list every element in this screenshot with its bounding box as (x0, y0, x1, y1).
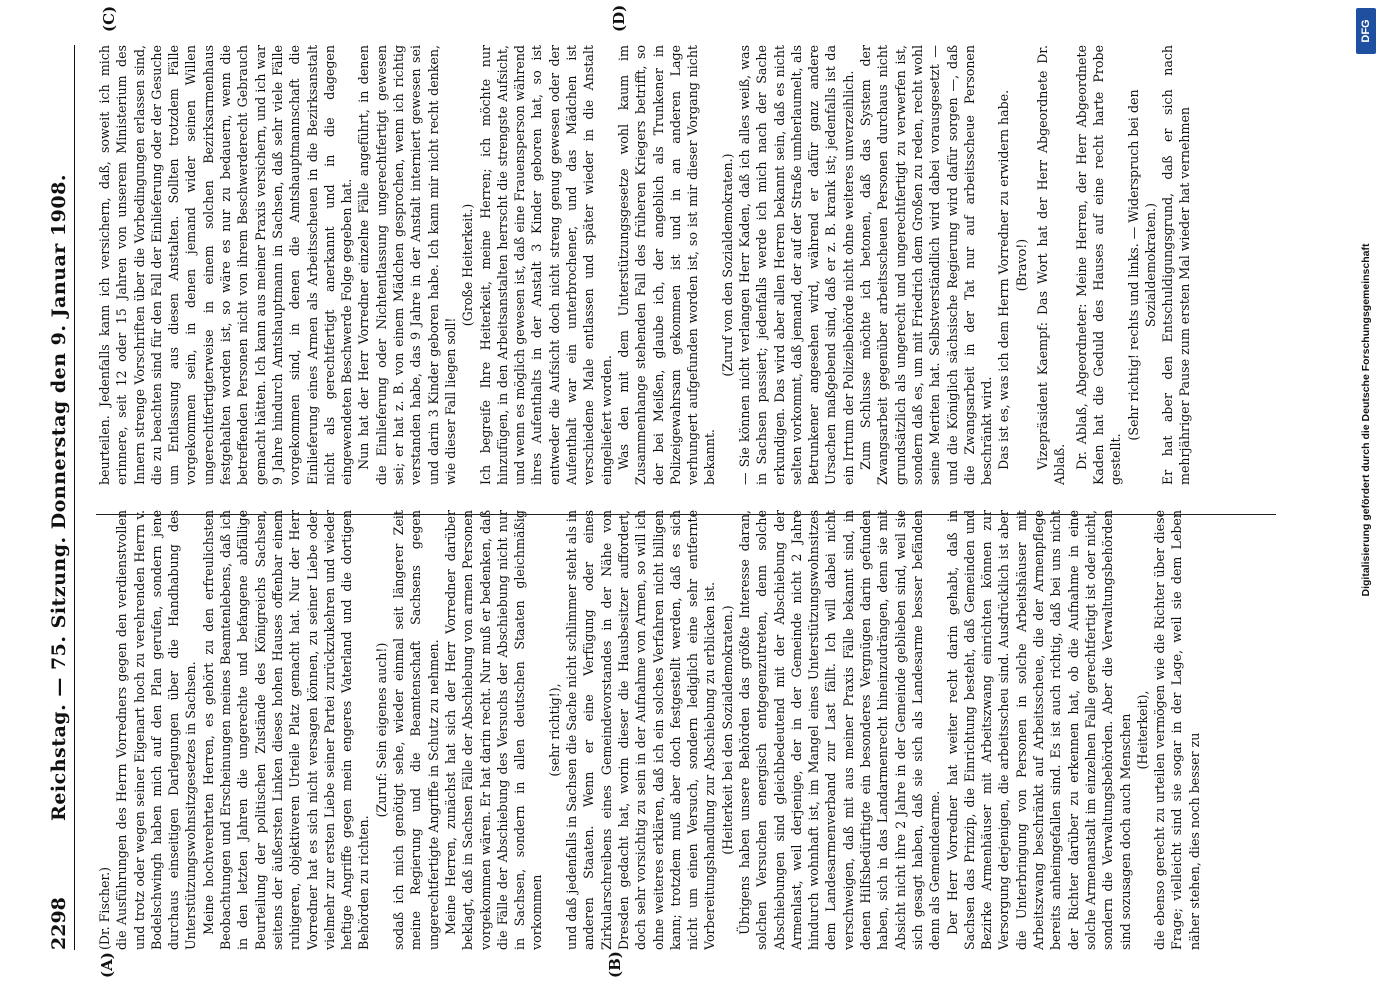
paragraph: Übrigens haben unsere Behörden das größte Interesse daran, solchen Versuchen energisch entgegenzutreten, denn solche Abschiebungen sind gleichbedeutend mit der Abschiebung der Armenlast, weil derjenige, der in der Gemeinde nicht 2 Jahre hindurch wohnhaft ist, im Mangel eines Unterstützungswohnsitzes dem Landesarmenverband zur Last fällt. Ich will dabei nicht verschweigen, daß mit aus meiner Praxis Fälle bekannt sind, in denen Hilfsbedürftigte ein besonderes Vergnügen darin gefunden haben, sich in das Landarmenrecht hineinzudrängen, denn sie mit Absicht nicht ihre 2 Jahre in der Gemeinde geblieben sind, weil sie sich gesagt haben, daß sie sich als Landesarme besser befänden denn als Gemeindearme. (736, 510, 943, 950)
paragraph: (Bravo!) (1013, 238, 1029, 292)
paragraph: beurteilen. Jedenfalls kann ich versichern, daß, soweit ich mich erinnere, seit 12 oder 15 Jahren von unserem Ministerium des Innern strenge Vorschriften über die Vorbedingungen erlassen sind, die zu beachten sind für den Fall der Einlieferung oder der Gesuche um Entlassung aus diesen Anstalten. Sollten trotzdem Fälle vorgekommen sein, in denen jemand wider seinen Willen ungerechtfertigterweise in einem solchen Bezirksarmenhaus festgehalten worden ist, so wäre es nur zu bedauern, wenn die betreffenden Personen nicht von ihrem Beschwerderecht Gebrauch gemacht hätten. Ich kann aus meiner Praxis versichern, und ich war 9 Jahre hindurch Amtshauptmann in Sachsen, daß sehr viele Fälle vorgekommen sind, in denen die Amtshauptmannschaft die Einlieferung eines Armen als Arbeitsscheuen in die Bezirksanstalt nicht als gerechtfertigt anerkannt und in die dagegen eingewendeten Beschwerde Folge gegeben hat. (97, 45, 355, 485)
page-number: 2298 (48, 897, 70, 950)
paragraph: Meine Herren, zunächst hat sich der Herr Vorredner darüber beklagt, daß in Sachsen Fälle der Abschiebung von armen Personen vorgekommen wären. Er hat darin recht. Nur muß er bedenken, daß die Fälle der Abschiebung des Versuchs der Abschiebung nicht nur in Sachsen, sondern in allen deutschen Staaten gleichmäßig vorkommen (442, 510, 545, 950)
margin-marker-a: (A) (98, 952, 116, 978)
paragraph: die ebenso gerecht zu urteilen vermögen wie die Richter über diese Frage; vielleicht sind sie sogar in der Lage, weil sie dem Leben näher stehen, dies noch besser zu (1152, 510, 1202, 950)
paragraph: Zum Schlusse möchte ich betonen, daß das System der Zwangsarbeit gegenüber arbeitsscheuen Personen durchaus nicht grundsätzlich als ungerecht und ungerechtfertigt zu verwerfen ist, sondern daß es, um mit Friedrich dem Großen zu reden, recht wohl seine Meriten hat. Selbstverständlich wird dabei vorausgesetzt — und die Königlich sächsische Regierung wird dafür sorgen —, daß die Zwangsarbeit in der Tat nur auf arbeitsscheue Personen beschränkt wird. (858, 45, 995, 485)
page-title: Reichstag. — 75. Sitzung. Donnerstag den 9. Januar 1908. (48, 174, 70, 821)
paragraph: die Ausführungen des Herrn Vorredners gegen den verdienstvollen und trotz oder wegen seiner Eigenart hoch zu verehrenden Herrn v. Bodelschwingh haben mich auf den Plan gerufen, sondern jene durchaus einseitigen Darlegungen über die Handhabung des Unterstützungswohnsitzgesetzes in Sachsen. (114, 510, 199, 950)
paragraph: (Heiterkeit bei den Sozialdemokraten.) (719, 605, 735, 855)
paragraph: Was den mit dem Unterstützungsgesetze wohl kaum im Zusammenhange stehenden Fall des früheren Kriegers betrifft, so der bei Meißen, glaube ich, der angeblich als Trunkener in Polizeigewahrsam gekommen ist und in an anderen Lage verhungert aufgefunden worden ist, so ist mir dieser Vorgang nicht bekannt. (615, 45, 718, 485)
paragraph: Der Herr Vorredner hat weiter recht darin gehabt, daß in Sachsen das Prinzip, die Einrichtung besteht, daß Gemeinden und Bezirke Armenhäuser mit Arbeitszwang einrichten können zur Versorgung derjenigen, die arbeitsscheu sind. Ausdrücklich ist aber die Unterbringung von Personen in solche Arbeitshäuser mit Arbeitszwang beschränkt auf Arbeitsscheue, die der Armenpflege bereits anheimgefallen sind. Es ist auch richtig, daß bei uns nicht der Richter darüber zu erkennen hat, ob die Aufnahme in eine solche Armenanstalt im einzelnen Falle gerechtfertigt ist oder nicht, sondern die Verwaltungsbehörden. Aber die Verwaltungsbehörden sind sozusagen doch auch Menschen (944, 510, 1133, 950)
digitization-credit: Digitalisierung gefördert durch die Deutsche Forschungsgemeinschaft (1360, 243, 1372, 597)
page-header (44, 45, 75, 950)
paragraph: (Heiterkeit), (1134, 690, 1150, 770)
paragraph: und daß jedenfalls in Sachsen die Sache nicht schlimmer steht als in anderen Staaten. Wenn er eine Verfügung oder eines Zirkularschreibens eines Gemeindevorstandes in der Nähe von Dresden gedacht hat, worin dieser die Hausbesitzer auffordert, doch sehr vorsichtig zu sein in der Aufnahme von Armen, so will ich ohne weiteres erklären, daß ich ein solches Verfahren nicht billigen kann; trotzdem muß aber doch festgestellt werden, daß es sich nicht um einen Versuch, sondern lediglich eine sehr entfernte Vorbereitungshandlung zur Abschiebung zu erblicken ist. (564, 510, 718, 950)
paragraph: sodaß ich mich genötigt sehe, wieder einmal seit längerer Zeit meine Regierung und die Beamtenschaft Sachsens gegen ungerechtfertigte Angriffe in Schutz zu nehmen. (391, 510, 441, 950)
right-text-column (96, 45, 1276, 485)
paragraph: (sehr richtig!), (546, 683, 562, 777)
paragraph: Nun hat der Herr Vorredner einzelne Fälle angeführt, in denen die Einlieferung oder Nichtentlassung ungerechtfertigt gewesen sei; er hat z. B. von einem Mädchen gesprochen, wenn ich richtig verstanden habe, das 9 Jahre in der Anstalt interniert gewesen sei und darin 3 Kinder geboren habe. Ich kann mir nicht recht denken, wie dieser Fall liegen soll! (356, 45, 458, 485)
dfg-logo-text: DFG (1360, 19, 1372, 43)
paragraph: Meine hochverehrten Herren, es gehört zu den erfreulichsten Beobachtungen und Erscheinungen meines Beamtenlebens, daß ich in den letzten Jahren die ungerechte und befangene abfällige Beurteilung der politischen Zustände des Königreichs Sachsen, seitens der äußersten Linken dieses hohen Hauses offenbar einem ruhigeren, objektiveren Urteile Platz gemacht hat. Nur der Herr Vorredner hat es sich nicht versagen können, zu seiner Liebe oder vielmehr zur ersten Liebe seiner Partei zurückzukehren und wieder heftige Angriffe gegen mein engeres Vaterland und die dortigen Behörden zu richten. (200, 510, 372, 950)
margin-marker-d: (D) (610, 4, 628, 32)
dfg-logo (1356, 8, 1376, 54)
left-text-column (96, 510, 1276, 950)
paragraph: Vizepräsident Kaempf: Das Wort hat der Herr Abgeordnete Dr. Ablaß. (1035, 45, 1068, 485)
digitization-sidebar (1354, 0, 1378, 1000)
paragraph: (Große Heiterkeit.) (460, 203, 476, 327)
margin-marker-b: (B) (606, 951, 624, 978)
margin-marker-c: (C) (100, 5, 118, 32)
column-divider (96, 514, 1276, 515)
paragraph: (Zuruf: Sein eigenes auch!) (373, 642, 389, 818)
paragraph: (Dr. Fischer.) (97, 866, 112, 950)
paragraph: Das ist es, was ich dem Herrn Vorredner zu erwidern habe. (996, 89, 1012, 470)
paragraph: — Sie können nicht verlangen Herr Kaden, daß ich alles weiß, was in Sachsen passiert; jedenfalls werde ich mich nach der Sache erkundigen. Das wird aber allen Herren bekannt sein, daß es nicht selten vorkommt, daß jemand, der auf der Straße umherlaumelt, als Betrunkener angesehen wird, während er dafür ganz andere Ursachen maßgebend sind, daß er z. B. krank ist; jedenfalls ist da ein Irrtum der Polizeibehörde nicht ohne weiteres unverzeihlich. (736, 45, 856, 485)
paragraph: Dr. Ablaß, Abgeordneter: Meine Herren, der Herr Abgeordnete Kaden hat die Geduld des Hauses auf eine recht harte Probe gestellt. (1073, 45, 1124, 485)
paragraph: Er hat aber den Entschuldigungsgrund, daß er sich nach mehrjähriger Pause zum ersten Mal wieder hat vernehmen (1160, 45, 1193, 485)
paragraph: Ich begreife Ihre Heiterkeit, meine Herren; ich möchte nur hinzufügen, in den Arbeitsanstalten herrscht die strengste Aufsicht, und wenn es möglich gewesen ist, daß eine Frauensperson während ihres Aufenthalts in der Anstalt 3 Kinder geboren hat, so ist entweder die Aufsicht doch nicht streng genug gewesen oder der Aufenthalt war ein unterbrochener, und das Mädchen ist verschiedene Male entlassen und später wieder in die Anstalt eingeliefert worden. (477, 45, 614, 485)
paragraph: (Sehr richtig! rechts und links. — Widerspruch bei den Sozialdemokraten.) (1125, 89, 1158, 441)
paragraph: (Zuruf von den Sozialdemokraten.) (719, 153, 735, 377)
